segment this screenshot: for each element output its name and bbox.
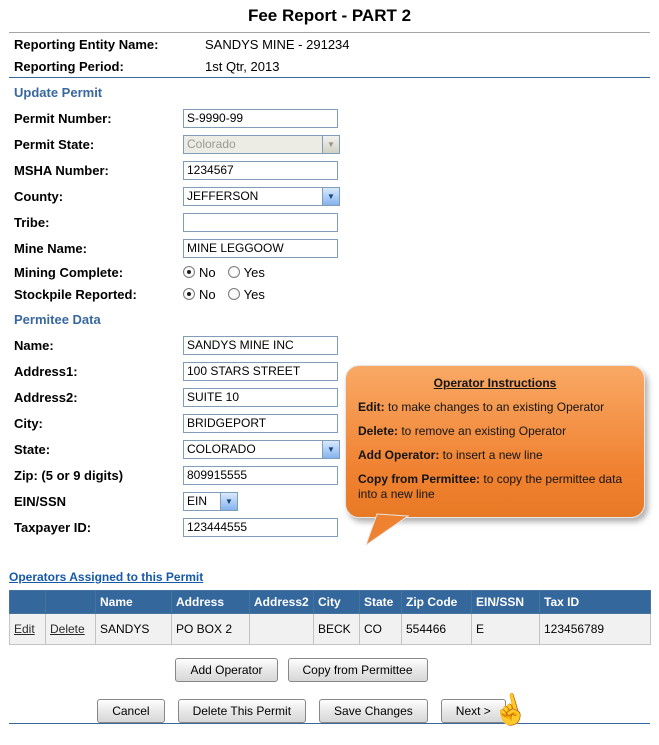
col-header-address2: Address2 — [250, 591, 314, 614]
reporting-entity-value: SANDYS MINE - 291234 — [205, 36, 350, 52]
permit-number-row — [0, 105, 659, 131]
zip-input[interactable] — [183, 466, 338, 485]
chevron-down-icon: ▼ — [322, 441, 339, 458]
ein-ssn-value: EIN — [187, 494, 208, 508]
reporting-entity-row — [0, 33, 659, 55]
state-value: COLORADO — [187, 442, 256, 456]
state-label: State: — [14, 441, 51, 457]
permit-number-label: Permit Number: — [14, 110, 112, 126]
callout-term: Add Operator: — [358, 448, 440, 462]
mine-name-label: Mine Name: — [14, 240, 87, 256]
msha-number-label: MSHA Number: — [14, 162, 109, 178]
permitee-name-row — [0, 332, 659, 358]
callout-text: to insert a new line — [439, 448, 543, 462]
chevron-down-icon: ▼ — [322, 136, 339, 153]
city-label: City: — [14, 415, 43, 431]
tribe-row — [0, 209, 659, 235]
callout-term: Delete: — [358, 424, 399, 438]
address2-input[interactable] — [183, 388, 338, 407]
ein-ssn-select[interactable] — [183, 492, 238, 511]
radio-icon — [228, 288, 240, 300]
copy-from-permittee-button[interactable]: Copy from Permittee — [288, 658, 428, 682]
chevron-down-icon: ▼ — [220, 493, 237, 510]
mining-complete-label: Mining Complete: — [14, 264, 124, 280]
hand-cursor-icon: ☝ — [488, 690, 532, 732]
county-label: County: — [14, 188, 64, 204]
radio-selected-icon — [183, 288, 195, 300]
callout-term: Copy from Permittee: — [358, 472, 481, 486]
callout-text: to make changes to an existing Operator — [384, 400, 605, 414]
operators-table-header-row — [10, 591, 651, 614]
cell-taxid: 123456789 — [540, 614, 651, 645]
mining-complete-yes-radio[interactable] — [228, 265, 265, 280]
mine-name-input[interactable] — [183, 239, 338, 258]
callout-text: to copy the permittee data into a new line — [358, 472, 623, 501]
radio-icon — [228, 266, 240, 278]
callout-line-delete — [358, 424, 632, 439]
col-header-city: City — [314, 591, 360, 614]
update-permit-heading: Update Permit — [14, 85, 103, 100]
msha-number-row — [0, 157, 659, 183]
tribe-input[interactable] — [183, 213, 338, 232]
radio-yes-label: Yes — [243, 286, 265, 302]
operators-assigned-heading: Operators Assigned to this Permit — [9, 570, 204, 584]
stockpile-reported-row — [0, 283, 659, 305]
permit-state-select — [183, 135, 340, 154]
permit-state-label: Permit State: — [14, 136, 95, 152]
state-select[interactable] — [183, 440, 340, 459]
radio-selected-icon — [183, 266, 195, 278]
callout-text: to remove an existing Operator — [398, 424, 567, 438]
divider-bottom — [9, 723, 650, 724]
chevron-down-icon: ▼ — [322, 188, 339, 205]
mining-complete-radio-group — [183, 265, 265, 280]
radio-yes-label: Yes — [243, 264, 265, 280]
col-header-state: State — [360, 591, 402, 614]
col-header-ein: EIN/SSN — [472, 591, 540, 614]
permitee-name-input[interactable] — [183, 336, 338, 355]
address2-label: Address2: — [14, 389, 78, 405]
cell-address2 — [250, 614, 314, 645]
address1-input[interactable] — [183, 362, 338, 381]
next-button[interactable]: Next > — [441, 699, 506, 723]
taxpayer-id-input[interactable] — [183, 518, 338, 537]
stockpile-reported-yes-radio[interactable] — [228, 287, 265, 302]
mining-complete-no-radio[interactable] — [183, 265, 216, 280]
col-header-zip: Zip Code — [402, 591, 472, 614]
stockpile-reported-radio-group — [183, 287, 265, 302]
delete-this-permit-button[interactable]: Delete This Permit — [178, 699, 306, 723]
zip-label: Zip: (5 or 9 digits) — [14, 467, 124, 483]
permit-state-value: Colorado — [187, 137, 236, 151]
add-operator-button[interactable]: Add Operator — [175, 658, 277, 682]
cell-ein: E — [472, 614, 540, 645]
stockpile-reported-label: Stockpile Reported: — [14, 286, 137, 302]
radio-no-label: No — [199, 264, 216, 280]
county-value: JEFFERSON — [187, 189, 259, 203]
page-title: Fee Report - PART 2 — [247, 6, 412, 25]
county-select[interactable] — [183, 187, 340, 206]
address1-label: Address1: — [14, 363, 78, 379]
tribe-label: Tribe: — [14, 214, 50, 230]
permitee-name-label: Name: — [14, 337, 54, 353]
cell-edit — [10, 614, 46, 645]
footer-buttons-row — [0, 699, 659, 723]
callout-title: Operator Instructions — [433, 376, 557, 390]
cell-delete — [46, 614, 96, 645]
permit-number-input[interactable] — [183, 109, 338, 128]
cell-address: PO BOX 2 — [172, 614, 250, 645]
callout-line-copy — [358, 472, 632, 502]
save-changes-button[interactable]: Save Changes — [319, 699, 428, 723]
col-header-delete — [46, 591, 96, 614]
cell-zip: 554466 — [402, 614, 472, 645]
col-header-taxid: Tax ID — [540, 591, 651, 614]
taxpayer-id-label: Taxpayer ID: — [14, 519, 92, 535]
stockpile-reported-no-radio[interactable] — [183, 287, 216, 302]
cell-state: CO — [360, 614, 402, 645]
permitee-data-heading: Permitee Data — [14, 312, 101, 327]
county-row — [0, 183, 659, 209]
cell-name: SANDYS — [96, 614, 172, 645]
table-buttons-row — [0, 658, 659, 682]
edit-link[interactable]: Edit — [14, 622, 35, 636]
col-header-address: Address — [172, 591, 250, 614]
mining-complete-row — [0, 261, 659, 283]
cell-city: BECK — [314, 614, 360, 645]
reporting-period-row — [0, 55, 659, 77]
reporting-period-label: Reporting Period: — [14, 58, 124, 74]
cancel-button[interactable]: Cancel — [97, 699, 164, 723]
operator-instructions-callout — [345, 365, 645, 518]
col-header-edit — [10, 591, 46, 614]
callout-tail — [362, 513, 410, 547]
ein-ssn-label: EIN/SSN — [14, 493, 67, 509]
col-header-name: Name — [96, 591, 172, 614]
callout-line-edit — [358, 400, 632, 415]
callout-term: Edit: — [358, 400, 385, 414]
operators-table — [9, 590, 651, 645]
reporting-period-value: 1st Qtr, 2013 — [205, 58, 280, 74]
permit-state-row — [0, 131, 659, 157]
delete-link[interactable]: Delete — [50, 622, 85, 636]
operator-table-row — [10, 614, 651, 645]
city-input[interactable] — [183, 414, 338, 433]
msha-number-input[interactable] — [183, 161, 338, 180]
reporting-entity-label: Reporting Entity Name: — [14, 36, 159, 52]
callout-line-add — [358, 448, 632, 463]
radio-no-label: No — [199, 286, 216, 302]
mine-name-row — [0, 235, 659, 261]
